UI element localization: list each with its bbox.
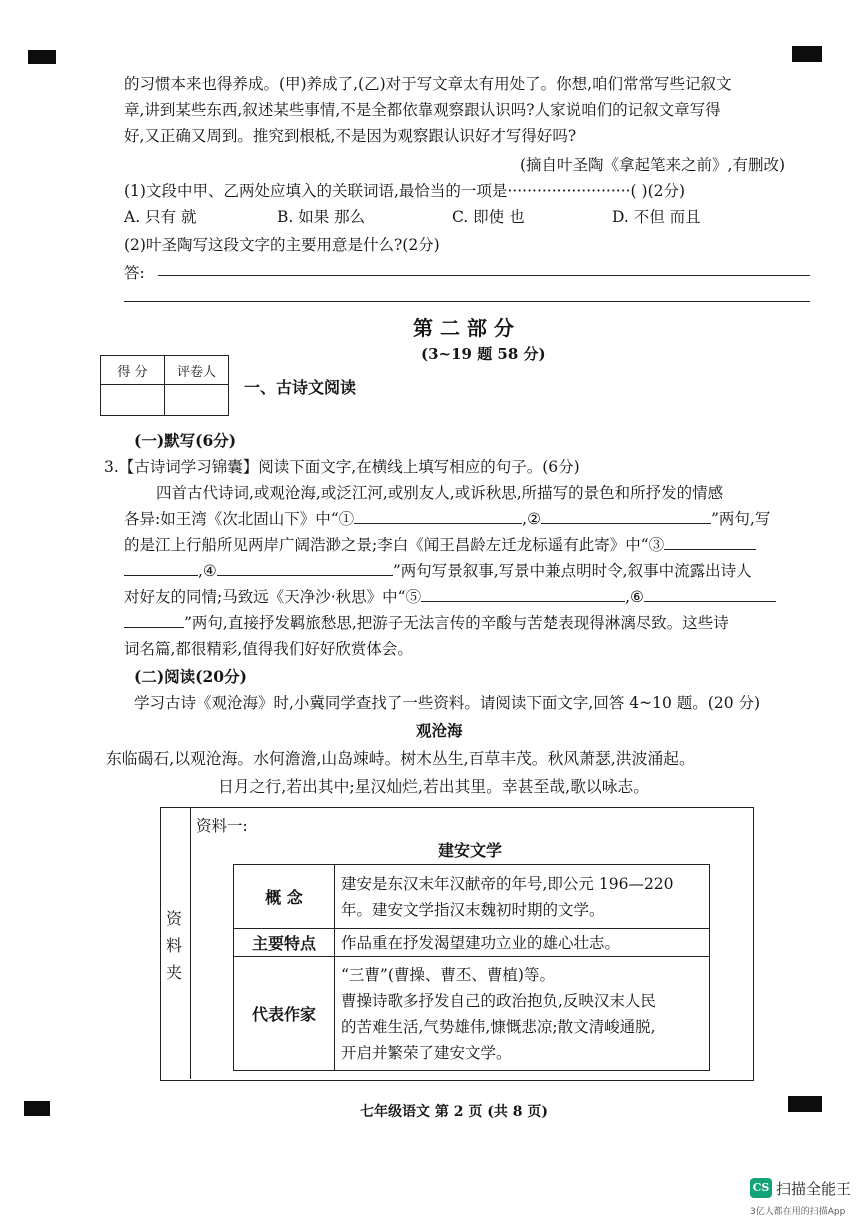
row-value-line: 建安是东汉末年汉献帝的年号,即公元 196—220 [341, 874, 674, 893]
side-label-char: 资 [166, 909, 183, 928]
side-label-char: 料 [166, 936, 183, 955]
q3-text: ,④ [198, 562, 217, 580]
question-3-line [124, 507, 770, 529]
blank-6-cont[interactable] [124, 611, 184, 628]
resource-label: 资料一: [196, 817, 248, 835]
passage-source: (摘自叶圣陶《拿起笔来之前》,有删改) [520, 156, 786, 174]
passage-line: 的习惯本来也得养成。(甲)养成了,(乙)对于写文章太有用处了。你想,咱们常常写些记叙文 [124, 75, 732, 93]
question-3-line [124, 585, 776, 607]
row-value-line: 年。建安文学指汉末魏初时期的文学。 [341, 900, 605, 919]
row-key-authors: 代表作家 [234, 957, 335, 1071]
subsection-title: (一)默写(6分) [134, 431, 237, 450]
option-d: D. 不但 而且 [612, 208, 701, 226]
scanner-slogan: 3亿人都在用的扫描App [750, 1207, 846, 1217]
q3-text: ”两句,写 [710, 510, 771, 528]
grader-header: 评卷人 [165, 356, 229, 385]
row-key-features: 主要特点 [234, 929, 335, 957]
answer-line-2[interactable] [124, 301, 810, 302]
score-header: 得 分 [101, 356, 165, 385]
q3-text: 对好友的同情;马致远《天净沙·秋思》中“⑤ [124, 588, 422, 606]
row-value-line: “三曹”(曹操、曹丕、曹植)等。 [341, 965, 555, 984]
q3-text: 的是江上行船所见两岸广阔浩渺之景;李白《闻王昌龄左迁龙标遥有此寄》中“③ [124, 536, 665, 554]
option-a: A. 只有 就 [124, 208, 197, 226]
question-3-line [124, 611, 729, 633]
row-value-line: 开启并繁荣了建安文学。 [341, 1043, 512, 1062]
poem-title: 观沧海 [416, 721, 463, 740]
q3-text: ”两句写景叙事,写景中兼点明时令,叙事中流露出诗人 [392, 562, 752, 580]
registration-mark-bottom-right [788, 1096, 822, 1112]
blank-4[interactable] [217, 559, 393, 576]
registration-mark-top-left [28, 50, 56, 64]
poem-line: 东临碣石,以观沧海。水何澹澹,山岛竦峙。树木丛生,百草丰茂。秋风萧瑟,洪波涌起。 [106, 749, 695, 768]
scanner-brand: 扫描全能王 [776, 1180, 852, 1198]
registration-mark-top-right [792, 46, 822, 62]
answer-line-1[interactable] [158, 275, 810, 276]
row-value-authors [335, 957, 710, 1071]
q3-text: ,② [522, 510, 541, 528]
passage-tail [124, 71, 732, 149]
score-cell[interactable] [101, 385, 165, 416]
question-3-line: 四首古代诗词,或观沧海,或泛江河,或别友人,或诉秋思,所描写的景色和所抒发的情感 [156, 484, 724, 502]
score-table [100, 355, 229, 416]
grader-cell[interactable] [165, 385, 229, 416]
row-value-line: 作品重在抒发渴望建功立业的雄心壮志。 [341, 933, 621, 952]
question-1-stem: (1)文段中甲、乙两处应填入的关联词语,最恰当的一项是·························( )(2分) [124, 182, 686, 200]
blank-2[interactable] [541, 507, 711, 524]
section-title: 一、古诗文阅读 [244, 378, 357, 397]
question-3-line: 3.【古诗词学习锦囊】阅读下面文字,在横线上填写相应的句子。(6分) [104, 458, 580, 476]
row-value-line: 的苦难生活,气势雄伟,慷慨悲凉;散文清峻通脱, [341, 1017, 656, 1036]
blank-3[interactable] [664, 533, 756, 550]
question-3-line [124, 533, 756, 555]
resource-heading: 建安文学 [438, 841, 503, 860]
q3-text: ”两句,直接抒发羁旅愁思,把游子无法言传的辛酸与苦楚表现得淋漓尽致。这些诗 [184, 614, 729, 632]
registration-mark-bottom-left [24, 1101, 50, 1116]
page-footer: 七年级语文 第 2 页 (共 8 页) [360, 1104, 548, 1120]
answer-label: 答: [124, 264, 145, 282]
subsection-title: (二)阅读(20分) [134, 667, 247, 686]
q3-text: ,⑥ [625, 588, 644, 606]
row-value-features [335, 929, 710, 957]
reading-intro: 学习古诗《观沧海》时,小冀同学查找了一些资料。请阅读下面文字,回答 4~10 题。(20 分) [134, 694, 761, 712]
blank-3-cont[interactable] [124, 559, 198, 576]
passage-line: 好,又正确又周到。推究到根柢,不是因为观察跟认识好才写得好吗? [124, 127, 577, 145]
poem-line: 日月之行,若出其中;星汉灿烂,若出其里。幸甚至哉,歌以咏志。 [218, 777, 650, 796]
part-title: 第 二 部 分 [413, 316, 514, 340]
blank-5[interactable] [421, 585, 625, 602]
blank-6[interactable] [644, 585, 776, 602]
side-label-char: 夹 [166, 963, 183, 982]
passage-line: 章,讲到某些东西,叙述某些事情,不是全都依靠观察跟认识吗?人家说咱们的记叙文章写得 [124, 101, 721, 119]
question-2-stem: (2)叶圣陶写这段文字的主要用意是什么?(2分) [124, 236, 440, 254]
option-c: C. 即使 也 [452, 208, 525, 226]
part-subtitle: (3~19 题 58 分) [421, 345, 546, 363]
row-value-concept [335, 865, 710, 929]
blank-1[interactable] [354, 507, 522, 524]
row-key-concept: 概 念 [234, 865, 335, 929]
question-3-line: 词名篇,都很精彩,值得我们好好欣赏体会。 [124, 640, 413, 658]
scanner-logo-icon: CS [750, 1178, 772, 1198]
row-value-line: 曹操诗歌多抒发自己的政治抱负,反映汉末人民 [341, 991, 656, 1010]
option-b: B. 如果 那么 [277, 208, 366, 226]
question-3-line [124, 559, 752, 581]
q3-text: 各异:如王湾《次北固山下》中“① [124, 510, 355, 528]
jianan-info-table [233, 864, 710, 1071]
